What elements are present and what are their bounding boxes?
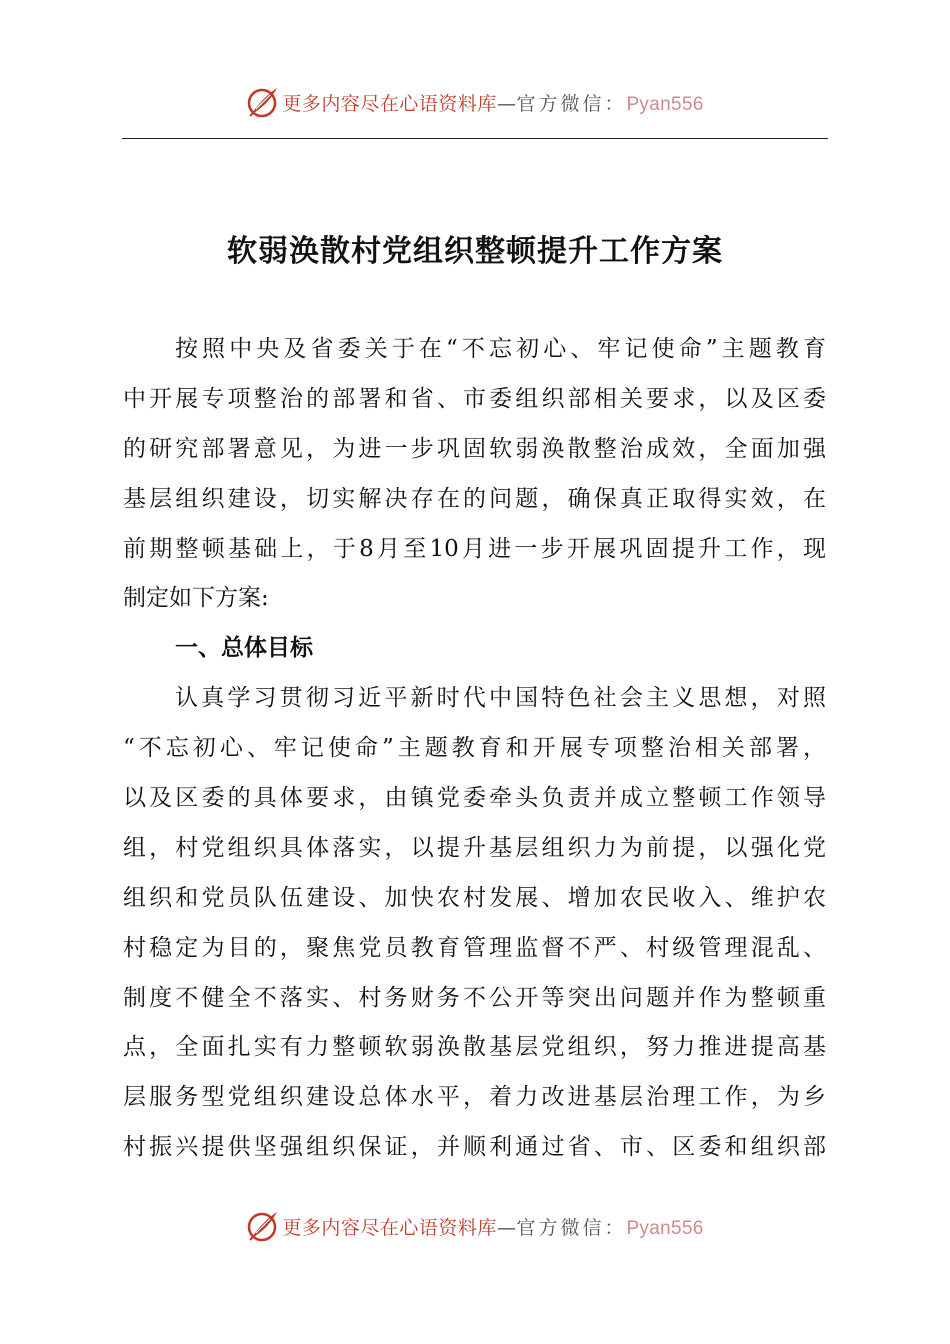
footer-brand-text: 更多内容尽在心语资料库 bbox=[282, 1216, 497, 1239]
footer-official-text: 官方微信： bbox=[516, 1216, 627, 1239]
paragraph-line: 组织和党员队伍建设、加快农村发展、增加农民收入、维护农 bbox=[123, 884, 826, 911]
document-title: 软弱涣散村党组织整顿提升工作方案 bbox=[227, 234, 723, 269]
footer-banner-text bbox=[282, 1213, 703, 1240]
paragraph-line: 村稳定为目的，聚焦党员教育管理监督不严、村级管理混乱、 bbox=[123, 934, 826, 961]
paragraph-line: 的研究部署意见，为进一步巩固软弱涣散整治成效，全面加强 bbox=[123, 435, 826, 462]
header-dash: — bbox=[496, 92, 517, 115]
header-banner-text bbox=[282, 89, 703, 116]
paragraph-line: “不忘初心、牢记使命”主题教育和开展专项整治相关部署， bbox=[123, 735, 826, 762]
header-brand-text: 更多内容尽在心语资料库 bbox=[282, 92, 497, 115]
header-banner bbox=[0, 82, 950, 122]
paragraph-line: 前期整顿基础上，于8月至10月进一步开展巩固提升工作，现 bbox=[123, 535, 826, 562]
feather-pen-logo-icon bbox=[246, 85, 280, 119]
footer-dash: — bbox=[496, 1216, 517, 1239]
paragraph-line: 点，全面扎实有力整顿软弱涣散基层党组织，努力推进提高基 bbox=[123, 1034, 826, 1061]
section-heading: 一、总体目标 bbox=[175, 635, 313, 662]
paragraph-line: 基层组织建设，切实解决存在的问题，确保真正取得实效，在 bbox=[123, 485, 826, 512]
paragraph-line: 组，村党组织具体落实，以提升基层组织力为前提，以强化党 bbox=[123, 834, 826, 861]
document-body bbox=[123, 325, 826, 1173]
paragraph-line: 按照中央及省委关于在“不忘初心、牢记使命”主题教育 bbox=[175, 336, 826, 362]
paragraph-line: 层服务型党组织建设总体水平，着力改进基层治理工作，为乡 bbox=[123, 1084, 826, 1111]
paragraph-line: 认真学习贯彻习近平新时代中国特色社会主义思想，对照 bbox=[175, 685, 826, 712]
header-official-text: 官方微信： bbox=[516, 92, 627, 115]
paragraph-line: 制度不健全不落实、村务财务不公开等突出问题并作为整顿重 bbox=[123, 984, 826, 1011]
footer-banner bbox=[0, 1206, 950, 1246]
paragraph-line: 中开展专项整治的部署和省、市委组织部相关要求，以及区委 bbox=[123, 385, 826, 412]
paragraph-line: 村振兴提供坚强组织保证，并顺利通过省、市、区委和组织部 bbox=[123, 1134, 826, 1161]
feather-pen-logo-icon bbox=[246, 1209, 280, 1243]
footer-wechat-id: Pyan556 bbox=[626, 1217, 704, 1239]
header-wechat-id: Pyan556 bbox=[626, 93, 704, 115]
paragraph-line: 制定如下方案: bbox=[123, 585, 269, 612]
paragraph-line: 以及区委的具体要求，由镇党委牵头负责并成立整顿工作领导 bbox=[123, 785, 826, 812]
header-divider bbox=[122, 138, 828, 139]
